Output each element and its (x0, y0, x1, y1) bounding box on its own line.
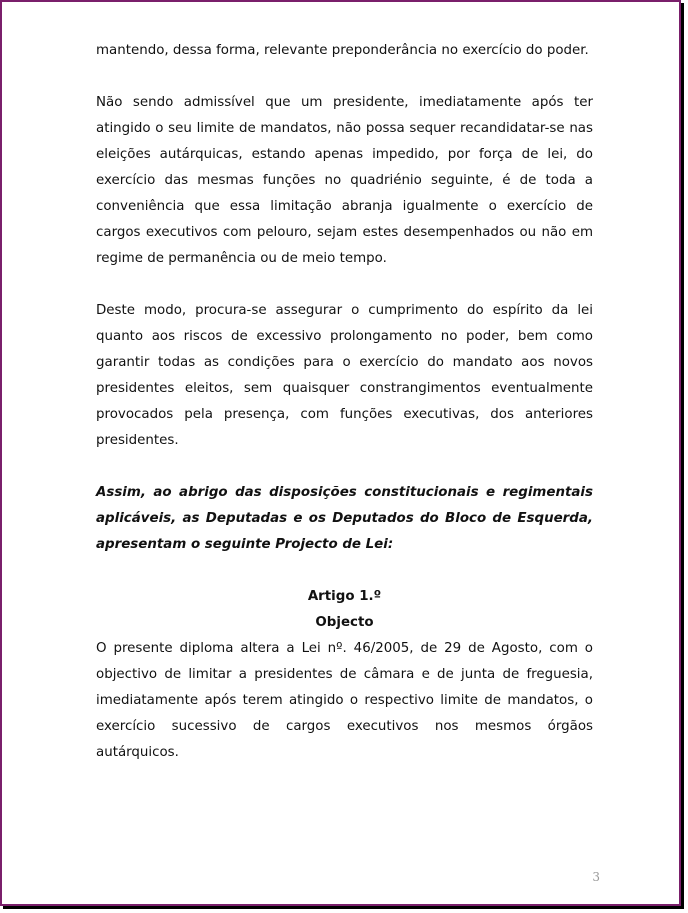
paragraph-continuation: mantendo, dessa forma, relevante preponderância no exercício do poder. (96, 43, 589, 58)
page-number: 3 (592, 870, 600, 884)
article-number: Artigo 1.º (307, 589, 382, 604)
document-body (96, 38, 593, 766)
paragraph-spacer (96, 272, 593, 298)
paragraph-proposal: Assim, ao abrigo das disposições constitucionais e regimentais aplicáveis, as Deputadas e os Deputados do Bloco de Esquerda, apresentam o seguinte Projecto de Lei: (96, 485, 593, 552)
paragraph-spacer (96, 454, 593, 480)
paragraph-purpose: Deste modo, procura-se assegurar o cumprimento do espírito da lei quanto aos riscos de excessivo prolongamento no poder, bem como garantir todas as condições para o exercício do mandato aos novos presidentes eleitos, sem quaisquer constrangimentos eventualmente provocados pela presença, com funções executivas, dos anteriores presidentes. (96, 303, 593, 448)
paragraph-spacer (96, 64, 593, 90)
article-body: O presente diploma altera a Lei nº. 46/2005, de 29 de Agosto, com o objectivo de limitar a presidentes de câmara e de junta de freguesia, imediatamente após terem atingido o respectivo limite de mandatos, o exercício sucessivo de cargos executivos nos mesmos órgãos autárquicos. (96, 641, 593, 760)
paragraph-limitation: Não sendo admissível que um presidente, imediatamente após ter atingido o seu limite de mandatos, não possa sequer recandidatar-se nas eleições autárquicas, estando apenas impedido, por força de lei, do exercício das mesmas funções no quadriénio seguinte, é de toda a conveniência que essa limitação abranja igualmente o exercício de cargos executivos com pelouro, sejam estes desempenhados ou não em regime de permanência ou de meio tempo. (96, 95, 593, 266)
article-title: Objecto (315, 615, 374, 630)
paragraph-spacer (96, 558, 593, 584)
